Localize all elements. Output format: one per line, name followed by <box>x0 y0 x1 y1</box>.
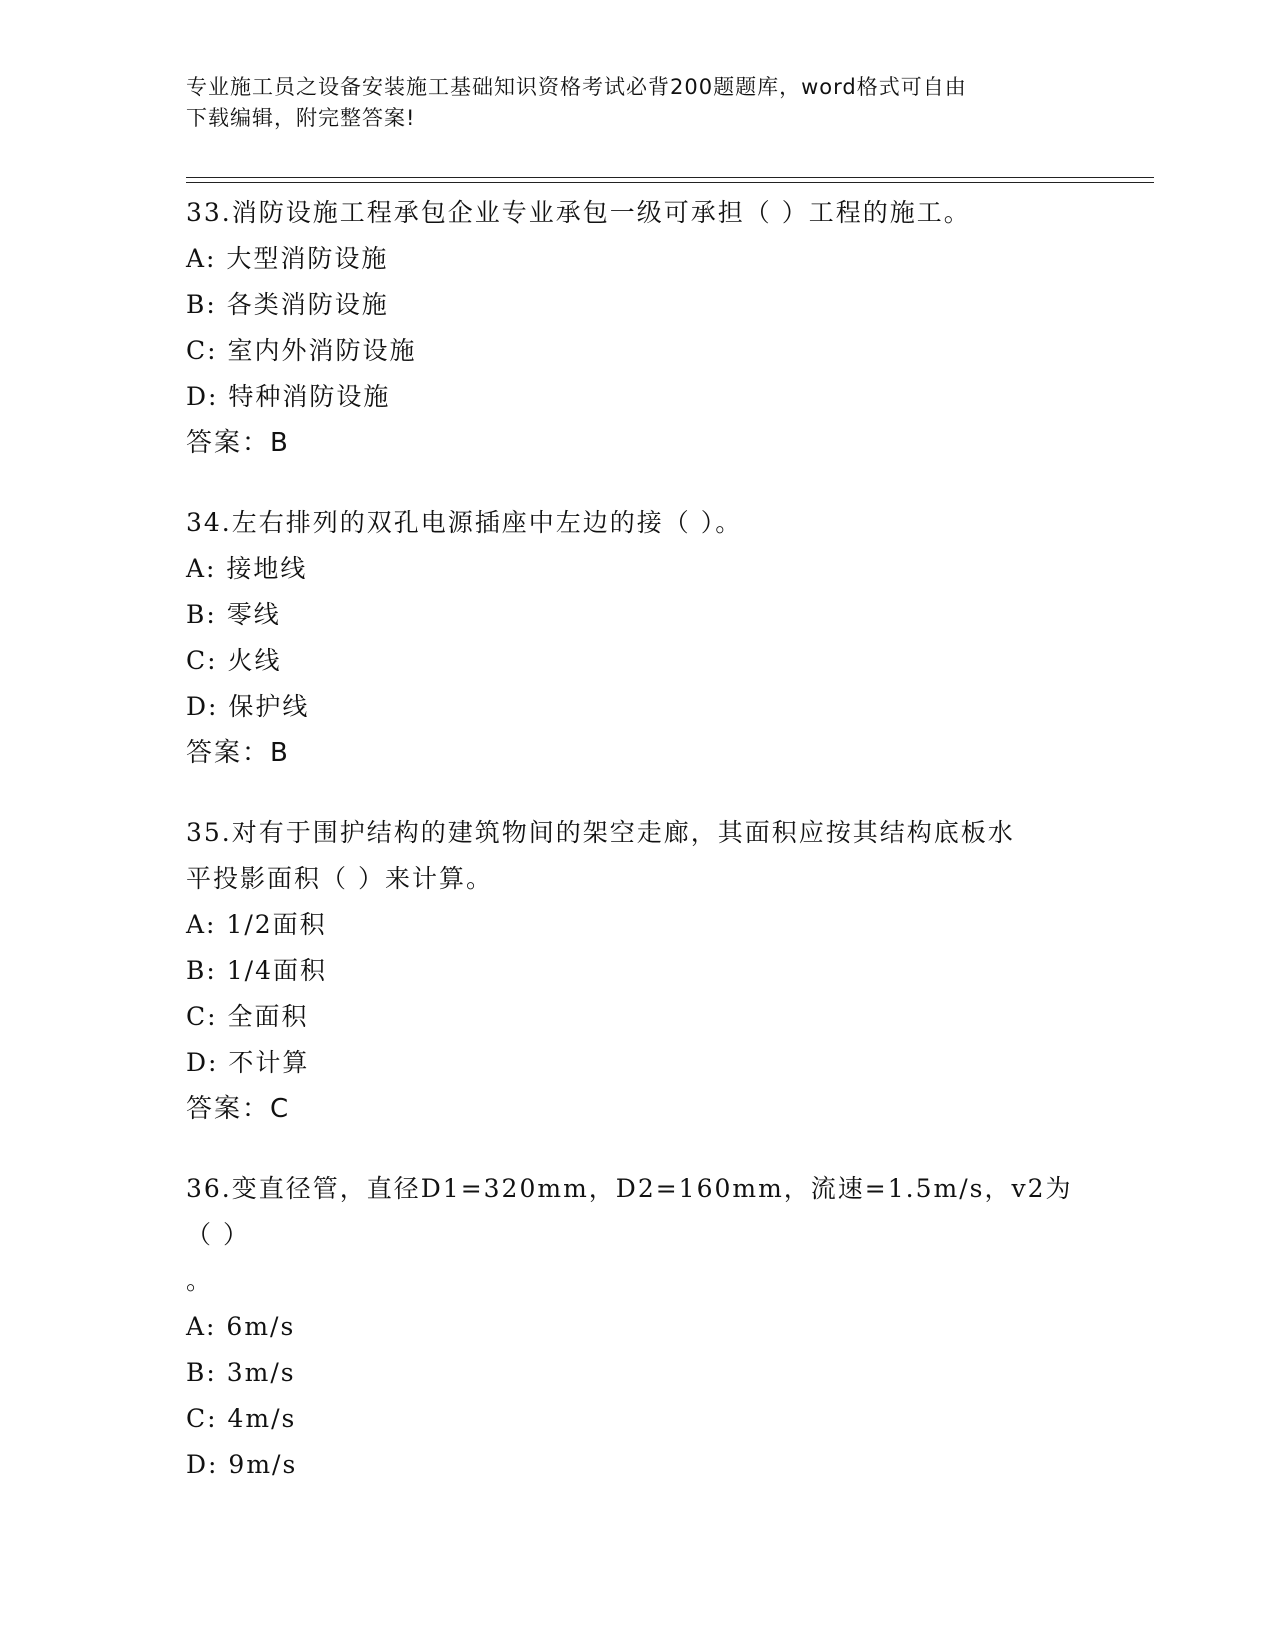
header-divider-bottom <box>186 182 1154 183</box>
header-divider-top <box>186 177 1154 178</box>
question-stem: 35.对有于围护结构的建筑物间的架空走廊，其面积应按其结构底板水平投影面积（ ）来计算。 <box>186 818 1015 893</box>
option-d: D: 不计算 <box>186 1048 310 1077</box>
option-b: B: 3m/s <box>186 1358 296 1387</box>
option-a: A: 大型消防设施 <box>186 244 389 273</box>
question-list <box>186 190 1086 1522</box>
question-35 <box>186 810 1086 1132</box>
option-b: B: 1/4面积 <box>186 956 327 985</box>
option-c: C: 4m/s <box>186 1404 297 1433</box>
question-stem: 33.消防设施工程承包企业专业承包一级可承担（ ）工程的施工。 <box>186 198 971 227</box>
question-34 <box>186 500 1086 776</box>
option-a: A: 接地线 <box>186 554 308 583</box>
question-33 <box>186 190 1086 466</box>
answer: 答案：B <box>186 428 290 458</box>
option-c: C: 全面积 <box>186 1002 309 1031</box>
option-a: A: 1/2面积 <box>186 910 327 939</box>
option-d: D: 9m/s <box>186 1450 298 1479</box>
option-d: D: 保护线 <box>186 692 310 721</box>
question-36 <box>186 1166 1086 1488</box>
answer: 答案：C <box>186 1094 291 1124</box>
question-stem: 34.左右排列的双孔电源插座中左边的接（ ）。 <box>186 508 743 537</box>
option-a: A: 6m/s <box>186 1312 296 1341</box>
option-d: D: 特种消防设施 <box>186 382 391 411</box>
question-stem-line-1: 36.变直径管，直径D1=320mm，D2=160mm，流速=1.5m/s，v2为（ ） <box>186 1174 1073 1249</box>
question-stem-line-2: 。 <box>186 1266 214 1295</box>
option-b: B: 各类消防设施 <box>186 290 389 319</box>
answer: 答案：B <box>186 738 290 768</box>
option-c: C: 室内外消防设施 <box>186 336 417 365</box>
option-c: C: 火线 <box>186 646 282 675</box>
document-header <box>186 72 1086 134</box>
header-line-1: 专业施工员之设备安装施工基础知识资格考试必背200题题库，word格式可自由 <box>186 75 967 99</box>
header-line-2: 下载编辑，附完整答案! <box>186 106 416 130</box>
option-b: B: 零线 <box>186 600 281 629</box>
